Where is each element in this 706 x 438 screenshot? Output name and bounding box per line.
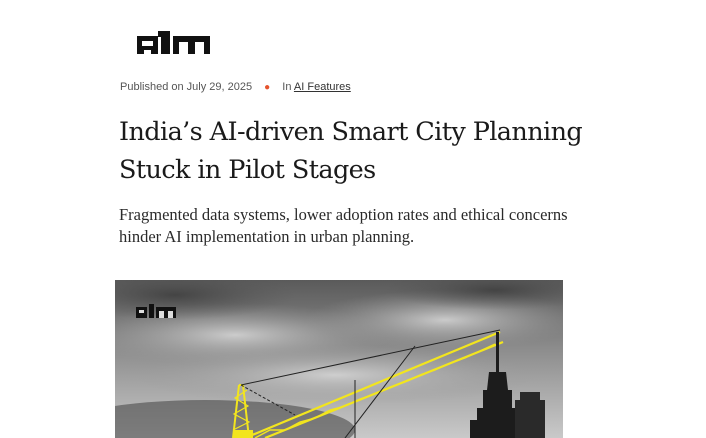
meta-separator-dot: ●	[264, 82, 271, 93]
article-summary	[119, 204, 579, 248]
article-meta	[120, 81, 351, 93]
article-summary-line-1: Fragmented data systems, lower adoption rates and ethical concerns	[119, 205, 568, 224]
article-summary-line-2: hinder AI implementation in urban planning.	[119, 227, 415, 246]
aim-logo-icon	[137, 31, 210, 54]
crane-skyline-image	[115, 280, 563, 438]
category-prefix: In	[282, 81, 292, 93]
site-logo[interactable]	[137, 31, 210, 54]
article-title	[119, 113, 589, 189]
category-link[interactable]: AI Features	[293, 81, 351, 93]
published-prefix: Published on	[120, 81, 184, 93]
article-title-line-2: Stuck in Pilot Stages	[119, 155, 376, 185]
publish-date: July 29, 2025	[186, 81, 253, 93]
article-title-line-1: India’s AI-driven Smart City Planning	[119, 117, 583, 147]
hero-image[interactable]	[115, 280, 563, 438]
